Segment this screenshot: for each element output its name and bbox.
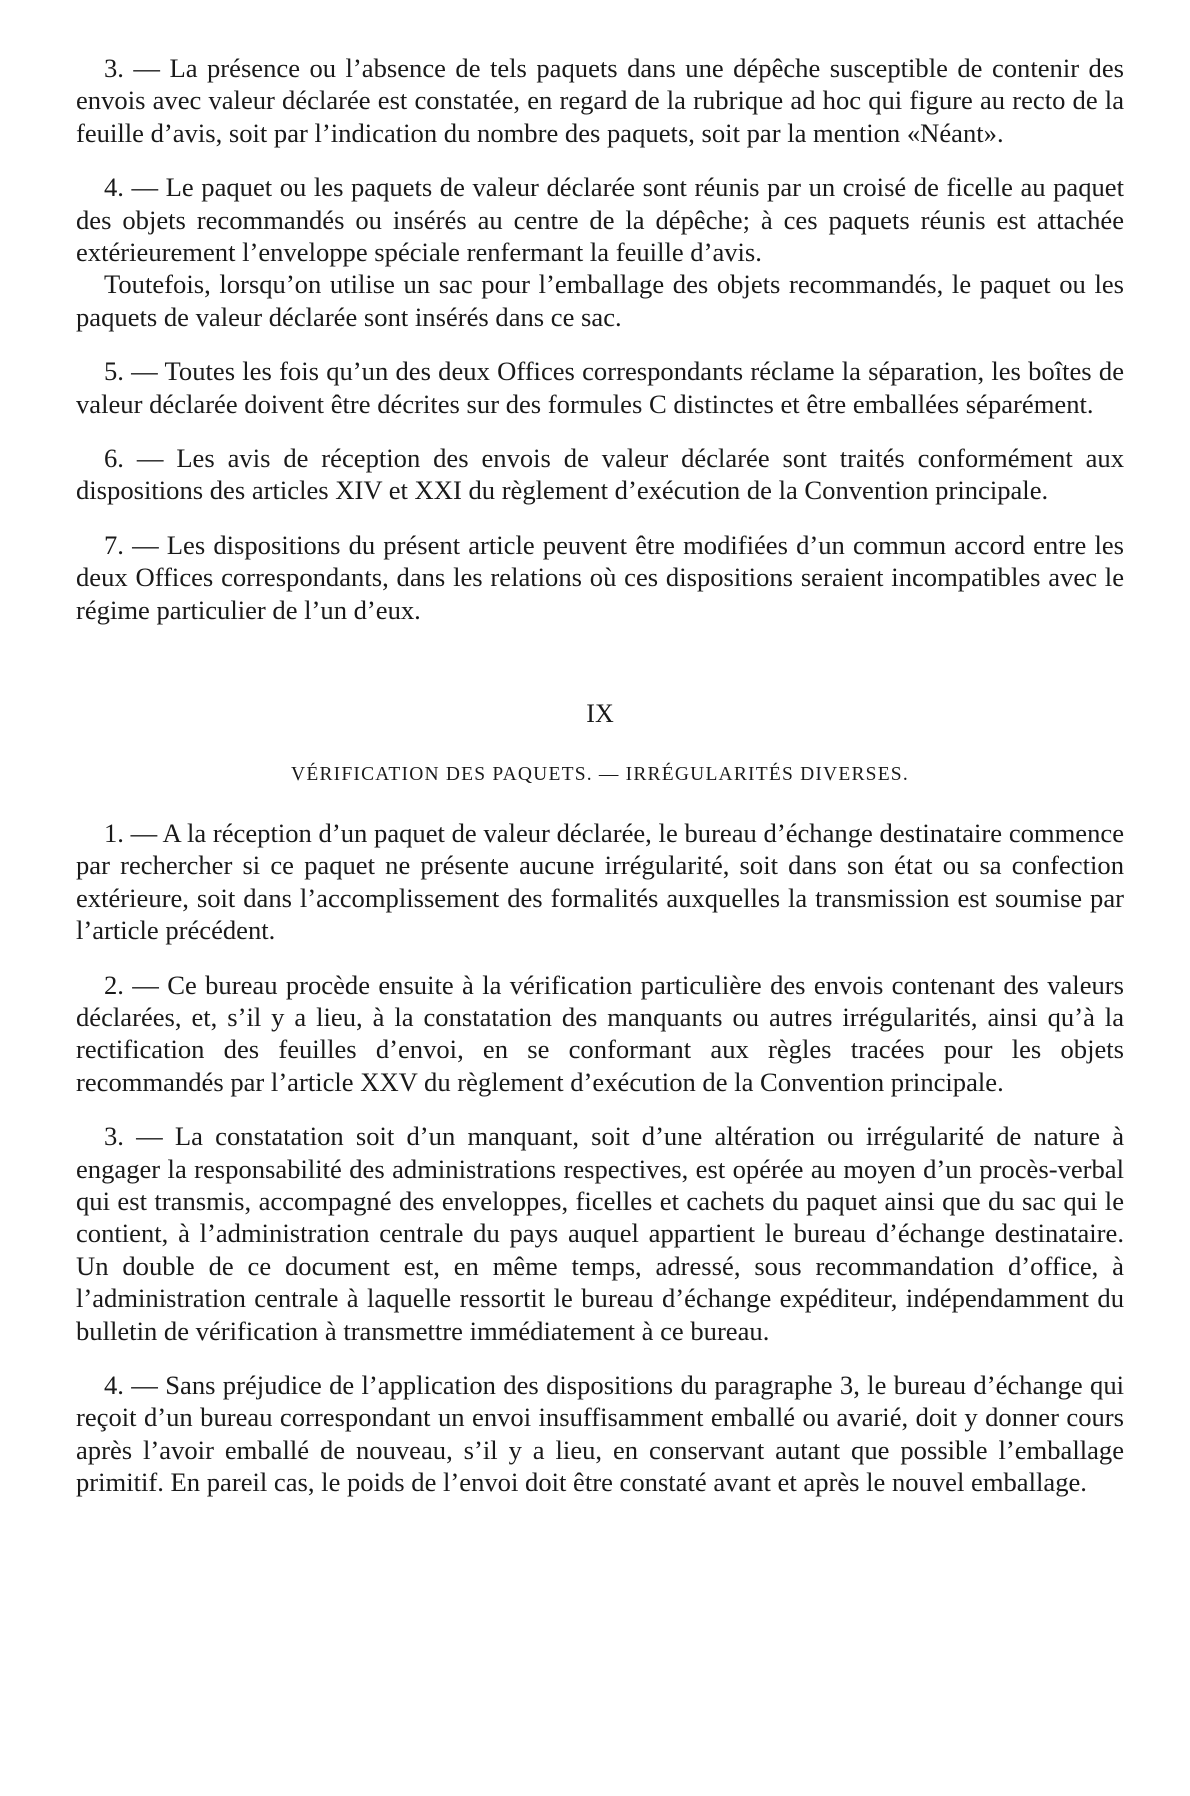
section-paragraph-4: 4. — Sans préjudice de l’application des dispositions du paragraphe 3, le bureau d’échange qui reçoit d’un bureau correspondant un envoi insuffisamment emballé ou avarié, doit y donner cours après l’avoir emballé de nouveau, s’il y a lieu, en conservant autant que possible l’emballage primitif. En pareil cas, le poids de l’envoi doit être constaté avant et après le nouvel emballage. — [76, 1370, 1124, 1498]
article-paragraph-3: 3. — La présence ou l’absence de tels paquets dans une dépêche susceptible de contenir des envois avec valeur déclarée est constatée, en regard de la rubrique ad hoc qui figure au recto de la feuille d’avis, soit par l’indication du nombre des paquets, soit par la mention «Néant». — [76, 53, 1124, 148]
document-page — [76, 52, 1124, 1521]
section-paragraph-2: 2. — Ce bureau procède ensuite à la vérification particulière des envois contenant des valeurs déclarées, et, s’il y a lieu, à la constatation des manquants ou autres irrégularités, ainsi qu’à la rectification des feuilles d’envoi, en se conformant aux règles tracées pour les objets recommandés par l’article XXV du règlement d’exécution de la Convention principale. — [76, 969, 1124, 1097]
article-paragraph-7: 7. — Les dispositions du présent article peuvent être modifiées d’un commun accord entre les deux Offices correspondants, dans les relations où ces dispositions seraient incompatibles avec le régime particulier de l’un d’eux. — [76, 529, 1124, 625]
section-paragraph-3: 3. — La constatation soit d’un manquant, soit d’une altération ou irrégularité de nature à engager la responsabilité des administrations respectives, est opérée au moyen d’un procès-verbal qui est transmis, accompagné des enveloppes, ficelles et cachets du paquet ainsi que du sac qui le contient, à l’administration centrale du pays auquel appartient le bureau d’échange destinataire. Un double de ce document est, en même temps, adressé, sous recommandation d’office, à l’administration centrale à laquelle ressortit le bureau d’échange expéditeur, indépendamment du bulletin de vérification à transmettre immédiatement à ce bureau. — [76, 1121, 1124, 1346]
section-paragraph-1: 1. — A la réception d’un paquet de valeur déclarée, le bureau d’échange destinataire commence par rechercher si ce paquet ne présente aucune irrégularité, soit dans son état ou sa confection extérieure, soit dans l’accomplissement des formalités auxquelles la transmission est soumise par l’article précédent. — [76, 817, 1124, 946]
article-paragraph-4-continued: Toutefois, lorsqu’on utilise un sac pour l’emballage des objets recommandés, le paquet ou les paquets de valeur déclarée sont insérés dans ce sac. — [76, 269, 1124, 332]
article-paragraph-5: 5. — Toutes les fois qu’un des deux Offices correspondants réclame la séparation, les boîtes de valeur déclarée doivent être décrites sur des formules C distinctes et être emballées séparément. — [76, 356, 1124, 419]
section-title: VÉRIFICATION DES PAQUETS. — IRRÉGULARITÉS DIVERSES. — [291, 763, 909, 785]
section-number: IX — [586, 699, 614, 729]
article-paragraph-4: 4. — Le paquet ou les paquets de valeur déclarée sont réunis par un croisé de ficelle au paquet des objets recommandés ou insérés au centre de la dépêche; à ces paquets réunis est attachée extérieurement l’enveloppe spéciale renfermant la feuille d’avis. — [76, 172, 1124, 268]
article-paragraph-6: 6. — Les avis de réception des envois de valeur déclarée sont traités conformément aux dispositions des articles XIV et XXI du règlement d’exécution de la Convention principale. — [76, 443, 1124, 506]
